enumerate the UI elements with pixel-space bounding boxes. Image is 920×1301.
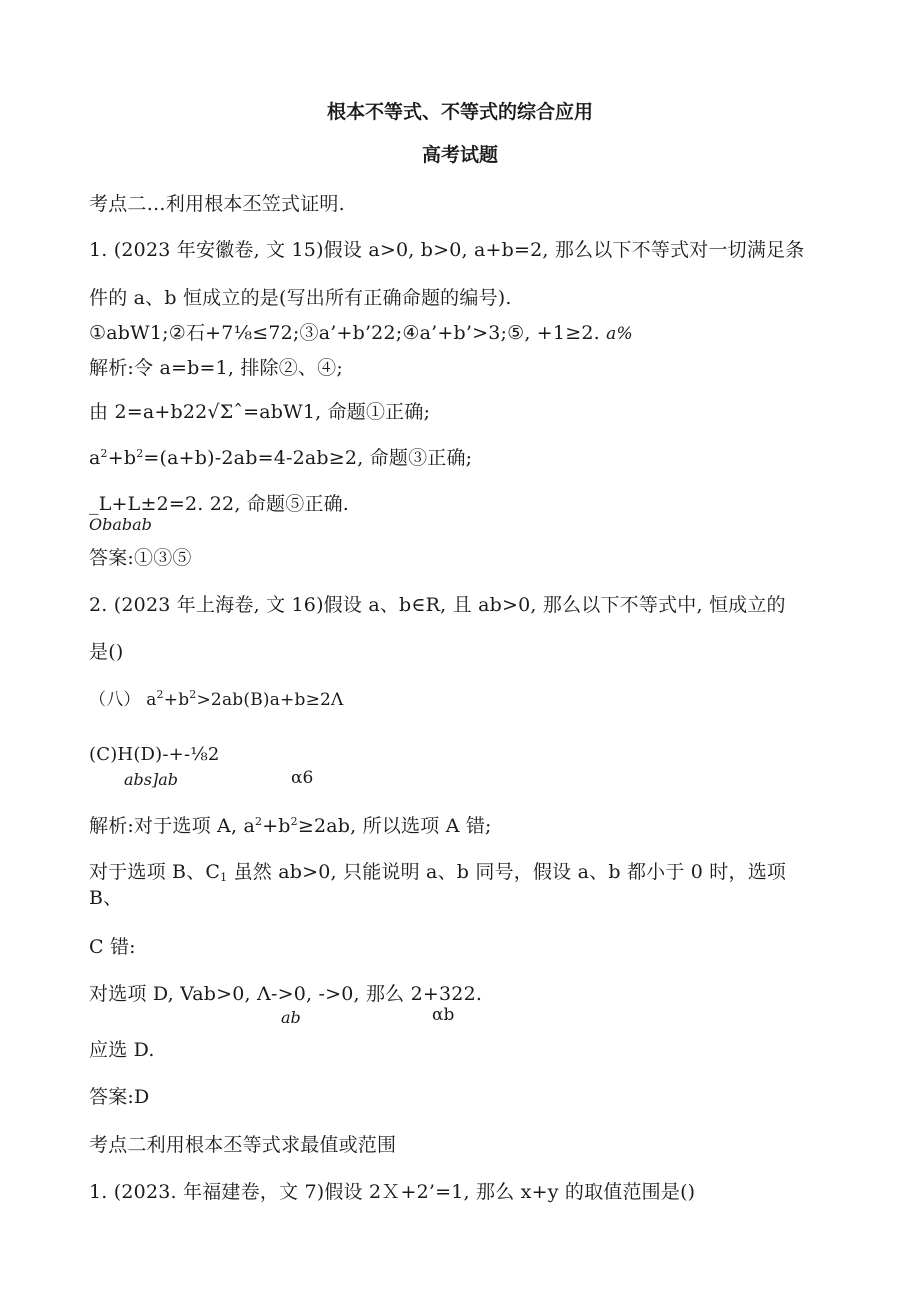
q2-sol1-sup1: 2 (254, 815, 263, 828)
q2-solution-5: 应选 D. (89, 1039, 155, 1061)
q2-answer: 答案:D (89, 1086, 150, 1108)
q2-solution-3: C 错: (89, 936, 136, 958)
document-subtitle: 高考试题 (421, 144, 498, 166)
section2-heading: 考点二利用根本丕等式求最值或范围 (89, 1134, 397, 1156)
q2-options-ab (89, 688, 344, 712)
q1-answer: 答案:①③⑤ (89, 547, 192, 569)
q2-sol2-sub: 1 (220, 871, 228, 884)
q2-solution-4: 对选项 D, Vab>0, Λ->0, ->0, 那么 2+322. (89, 983, 483, 1005)
q2-line1: 2. (2023 年上海卷, 文 16)假设 a、b∈R, 且 ab>0, 那么以下不等式中, 恒成立的 (89, 594, 786, 616)
q2-opt-a-sup1: 2 (156, 688, 164, 701)
q2-sol1-part-a: 解析:对于选项 A, a (89, 815, 255, 837)
q2-options-cd-under1: abs]ab (124, 770, 179, 789)
q1-line2: 件的 a、b 恒成立的是(写出所有正确命题的编号). (89, 287, 512, 309)
section1-heading: 考点二…利用根本丕笠式证明. (89, 193, 345, 215)
q1-sol3-part-c: =(a+b)-2ab=4-2ab≥2, 命题③正确; (143, 447, 473, 469)
q2-sol1-sup2: 2 (290, 815, 298, 828)
q1-sol3-sup2: 2 (136, 447, 144, 460)
q1-solution-1: 解析:令 a=b=1, 排除②、④; (89, 357, 343, 379)
q2-sol1-part-b: +b (262, 815, 291, 837)
q2-line2: 是() (89, 641, 124, 663)
q2-solution-1 (89, 814, 492, 838)
q2-solution-2-cont: B、 (89, 887, 123, 909)
q1-options-text: ①abW1;②石+7⅛≤72;③a’+b’22;④a’+b’>3;⑤, +1≥2. (89, 322, 600, 344)
q2-opt-a-prefix: （八） a (89, 690, 157, 710)
section2-q1: 1. (2023. 年福建卷，文 7)假设 2Ｘ+2’=1, 那么 x+y 的取值范围是() (89, 1181, 696, 1203)
q1-sol3-sup1: 2 (100, 447, 108, 460)
q1-options (89, 321, 633, 346)
q2-solution-4-under2: αb (432, 1005, 455, 1025)
q1-sol3-part-b: +b (107, 447, 137, 469)
q1-options-tail: a% (606, 324, 633, 344)
document-title: 根本不等式、不等式的综合应用 (326, 101, 593, 123)
q2-options-cd-under2: α6 (291, 768, 314, 788)
q2-sol2-part-b: 虽然 ab>0, 只能说明 a、b 同号，假设 a、b 都小于 0 时，选项 (227, 861, 787, 883)
q2-opt-a-sup2: 2 (189, 688, 197, 701)
q1-solution-4: _L+L±2=2. 22, 命题⑤正确. (89, 493, 350, 515)
q2-sol2-part-a: 对于选项 B、C (89, 861, 221, 883)
q2-solution-2 (89, 860, 786, 884)
q2-sol1-part-c: ≥2ab, 所以选项 A 错; (297, 815, 492, 837)
q1-solution-2: 由 2=a+b22√Σˆ=abW1, 命题①正确; (89, 401, 431, 423)
q1-solution-3 (89, 446, 472, 470)
q2-opt-a-rest: >2ab(B)a+b≥2Λ (196, 690, 344, 710)
q2-solution-4-under1: ab (281, 1008, 301, 1027)
q1-line1: 1. (2023 年安徽卷, 文 15)假设 a>0, b>0, a+b=2, 那么以下不等式对一切满足条 (89, 239, 805, 261)
q2-opt-a-mid: +b (163, 690, 190, 710)
q1-solution-4-under: Obabab (89, 515, 152, 534)
q2-options-cd: (C)H(D)-+-⅛2 (89, 744, 220, 765)
q1-sol3-part-a: a (89, 447, 101, 469)
